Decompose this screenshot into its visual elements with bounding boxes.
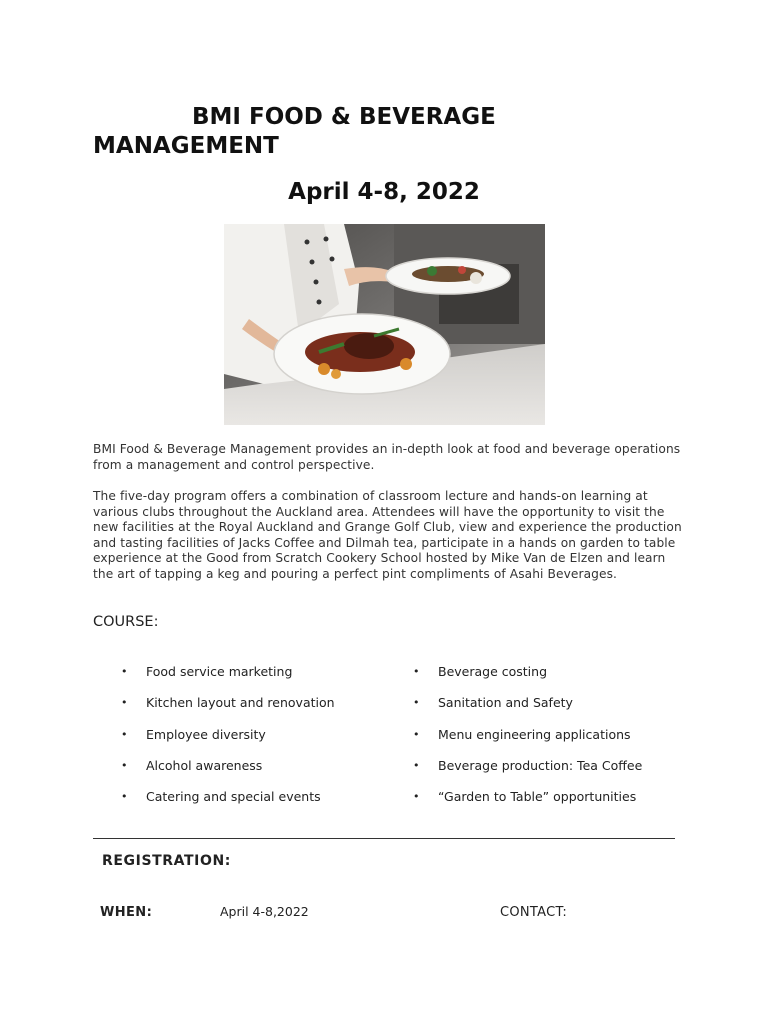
when-label: WHEN: [100,905,153,920]
intro-paragraph-1: BMI Food & Beverage Management provides an in-depth look at food and beverage operations from a management and control perspective. [93,442,681,472]
bullet-icon: • [413,696,420,710]
chef-plating-illustration [224,224,545,425]
list-item [413,661,642,692]
bullet-icon: • [121,665,128,678]
bullet-icon: • [121,727,128,741]
list-item [413,786,642,817]
bullet-icon: • [121,696,128,710]
event-date-heading [0,177,770,207]
event-date-text: April 4-8, 2022 [288,179,480,205]
chef-plating-photo [224,224,545,425]
list-item [121,661,335,692]
bullet-icon: • [121,790,128,804]
course-label: COURSE: [93,614,159,630]
bullet-icon: • [413,665,420,678]
course-item-label: Food service marketing [146,664,293,679]
contact-label: CONTACT: [500,905,567,920]
course-item-label: Beverage production: Tea Coffee [438,757,643,773]
intro-paragraph-2: The five-day program offers a combination of classroom lecture and hands-on learning at various clubs throughout the Auckland area. Attendees will have the opportunity to visit the new facilities at the Royal Auckland and Grange Golf Club, view and experience the production and tasting facilities of Jacks Coffee and Dilmah tea, participate in a hands on garden to table experience at the Good from Scratch Cookery School hosted by Mike Van de Elzen and learn the art of tapping a keg and pouring a perfect pint compliments of Asahi Beverages. [93,489,682,581]
registration-label: REGISTRATION: [102,853,231,869]
course-list-left [121,661,335,817]
when-value: April 4-8,2022 [220,904,309,919]
course-item-label: Catering and special events [146,789,321,805]
bullet-icon: • [413,758,420,772]
course-item-label: Beverage costing [438,664,548,679]
document-title: BMI FOOD & BEVERAGE MANAGEMENT [93,104,496,159]
list-item [121,786,335,817]
list-item [121,692,335,723]
course-item-label: Alcohol awareness [146,757,263,773]
bullet-icon: • [413,790,420,804]
bullet-icon: • [413,727,420,741]
bullet-icon: • [121,758,128,772]
course-item-label: Employee diversity [146,726,266,742]
course-item-label: Menu engineering applications [438,726,631,742]
section-divider [93,838,675,839]
list-item [121,724,335,755]
course-item-label: Kitchen layout and renovation [146,695,335,711]
list-item [121,755,335,786]
course-item-label: “Garden to Table” opportunities [438,789,637,805]
list-item [413,724,642,755]
course-list-right [413,661,642,817]
list-item [413,755,642,786]
course-item-label: Sanitation and Safety [438,695,573,711]
list-item [413,692,642,723]
